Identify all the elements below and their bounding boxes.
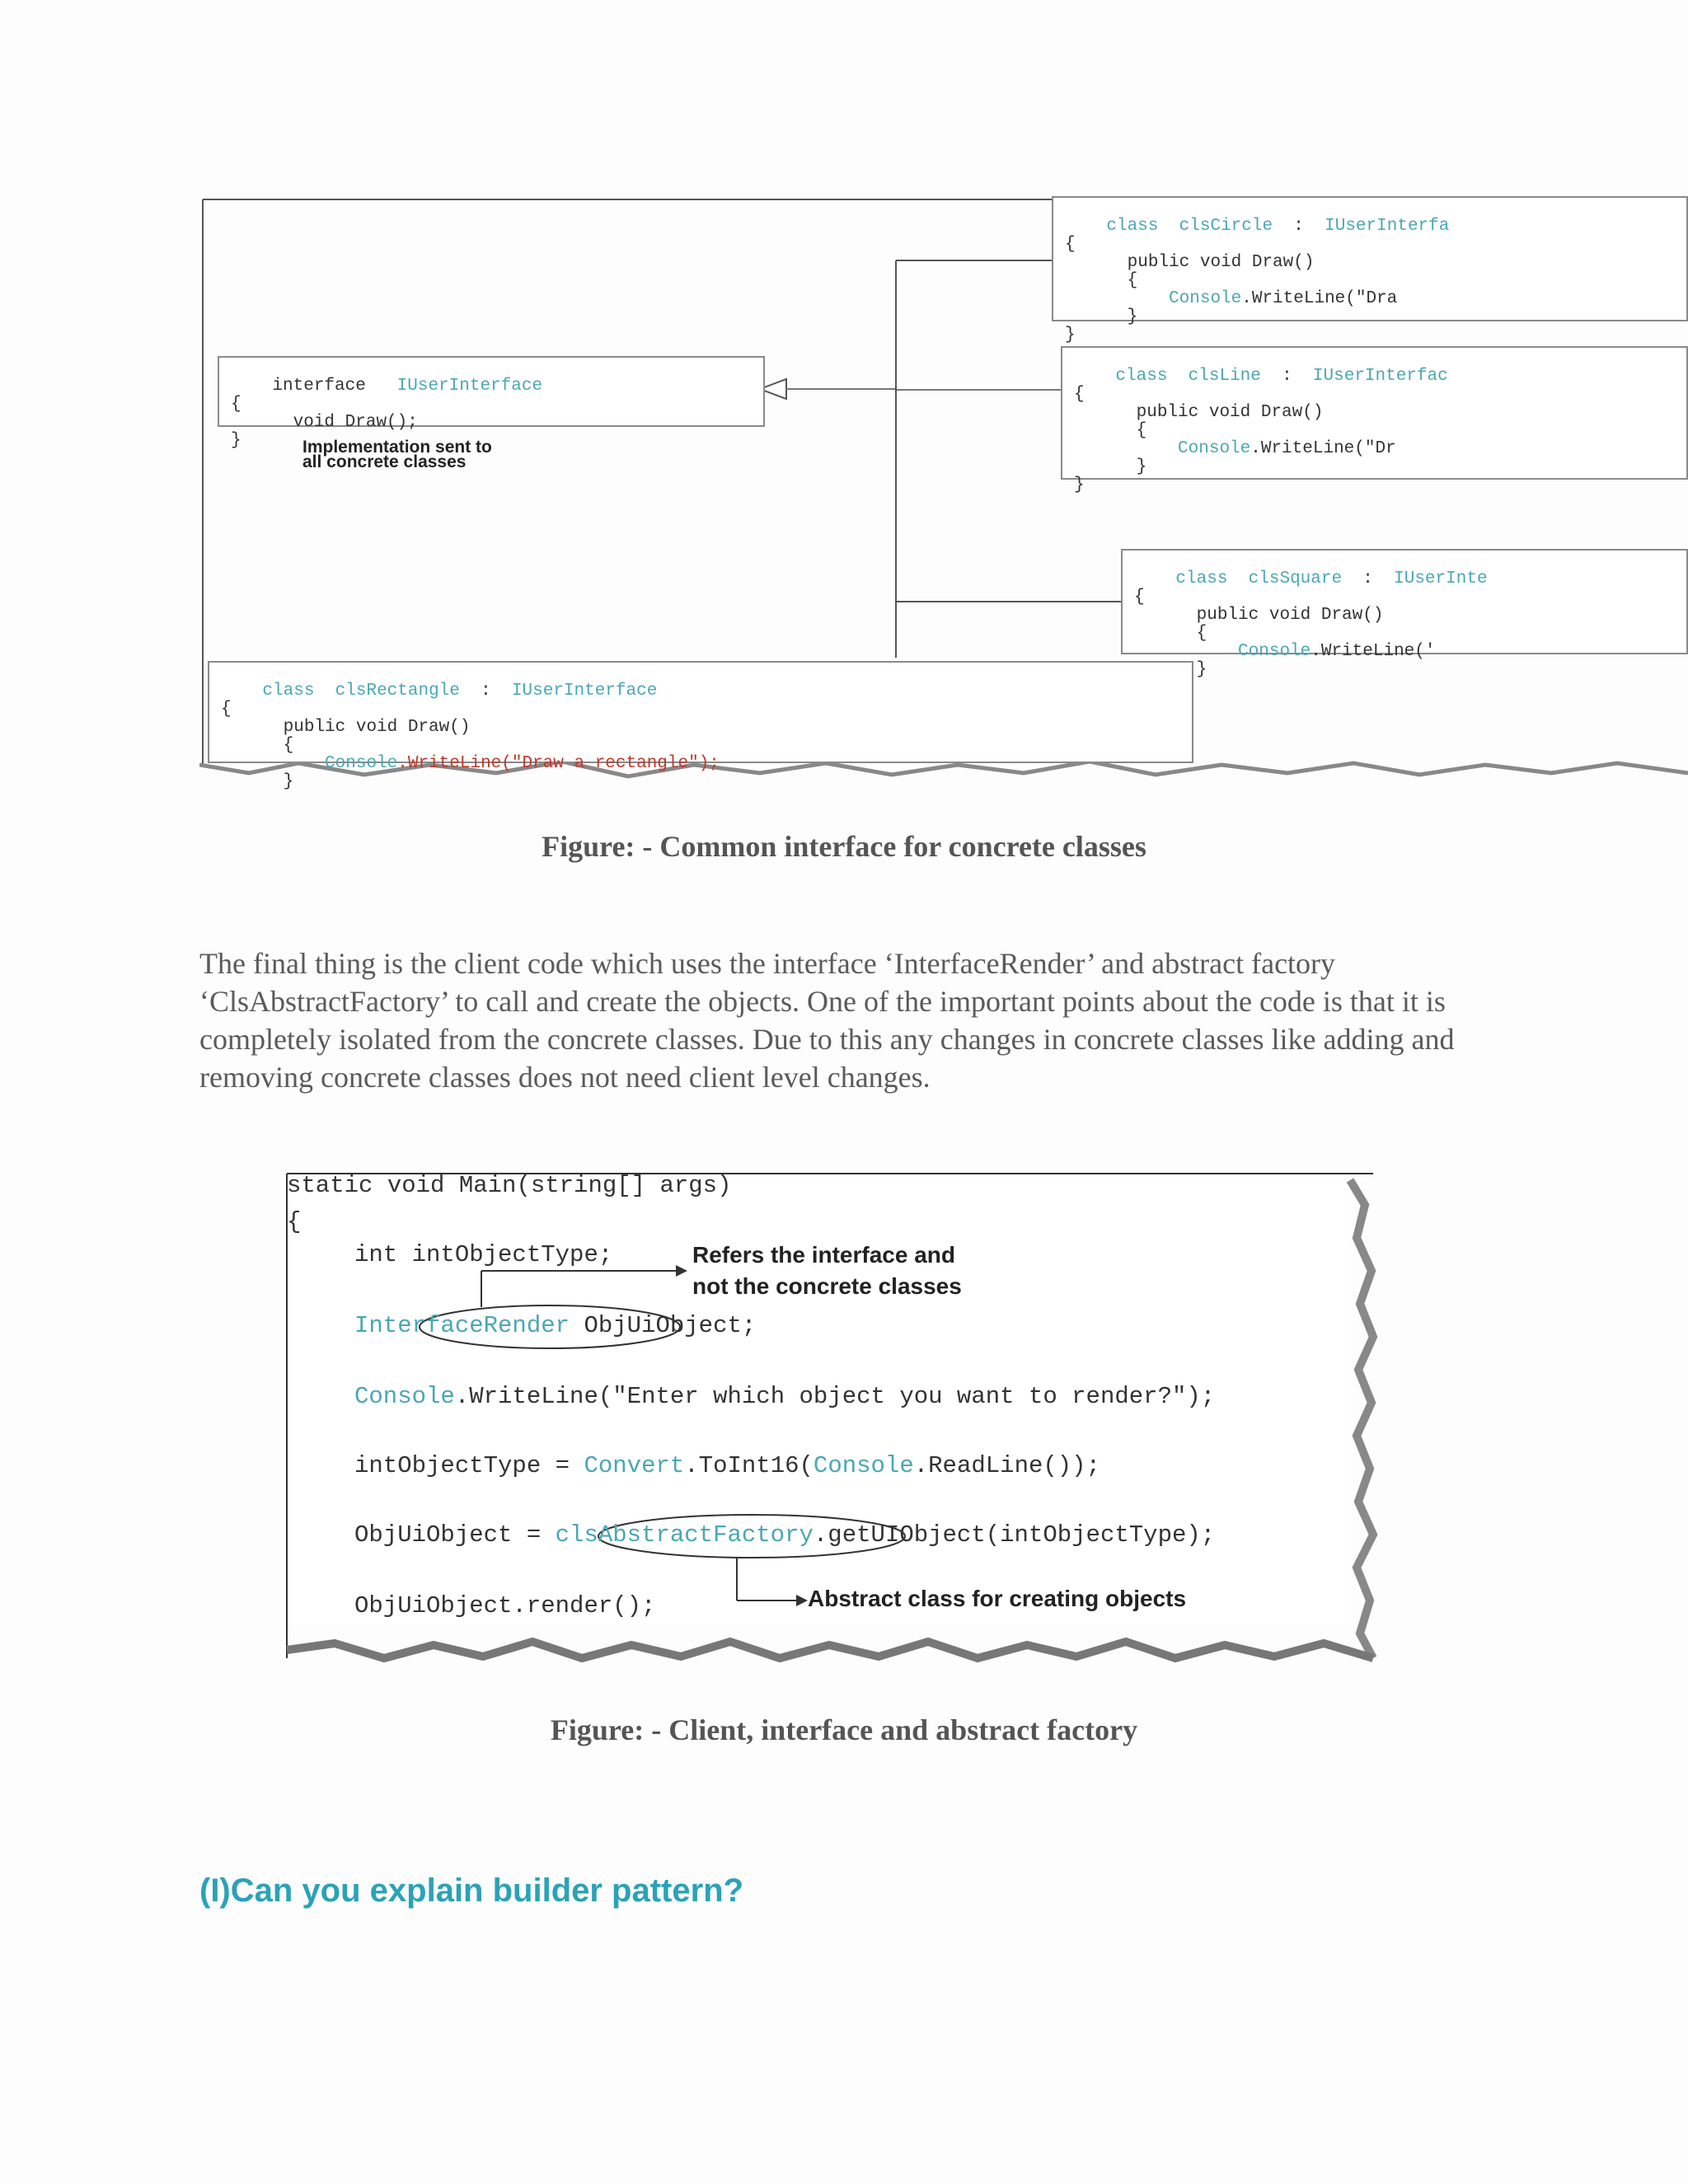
circle-open: {	[1065, 235, 1076, 254]
code-line-7	[354, 1521, 1215, 1549]
code-line-4-rest: ObjUiObject;	[570, 1312, 757, 1339]
interface-name: IUserInterface	[396, 377, 543, 396]
interface-open: {	[231, 395, 241, 414]
figure-2-caption: Figure: - Client, interface and abstract factory	[550, 1713, 1138, 1746]
circle-method: public void Draw()	[1127, 253, 1315, 272]
code-line-6	[354, 1452, 1100, 1479]
rect-iface: IUserInterface	[511, 682, 658, 701]
circle-mclose: }	[1127, 307, 1138, 326]
line-mclose: }	[1136, 457, 1147, 476]
line-mopen: {	[1136, 421, 1147, 440]
abstract-factory-class: clsAbstractFactory	[555, 1521, 814, 1549]
code-line-7-b: .getUIObject(intObjectType);	[813, 1521, 1216, 1549]
code-line-1: static void Main(string[] args)	[287, 1172, 732, 1199]
square-mopen: {	[1196, 624, 1207, 643]
square-sep: :	[1362, 569, 1373, 588]
class-circle-box	[1052, 196, 1688, 344]
class-line-box	[1061, 346, 1688, 494]
line-kw: class	[1115, 367, 1168, 386]
annotation-abstract: Abstract class for creating objects	[808, 1586, 1187, 1611]
code-line-6-b: .ToInt16(	[684, 1452, 814, 1479]
circle-sep: :	[1293, 217, 1304, 236]
note-line-2: all concrete classes	[302, 452, 467, 471]
body-paragraph: The final thing is the client code which uses the interface ‘InterfaceRender’ and abstract factory ‘ClsAbstractFactory’ to call and create the objects. One of the important points about the code is that it is completely isolated from the concrete classes. Due to this any changes in concrete classes like adding and removing concrete classes does not need client level changes.	[199, 947, 1455, 1094]
code-line-5	[354, 1383, 1215, 1410]
rect-method: public void Draw()	[283, 718, 471, 737]
line-iface: IUserInterfac	[1312, 367, 1448, 386]
line-call-rest: .WriteLine("Dr	[1250, 439, 1396, 458]
interface-close: }	[231, 431, 241, 450]
circle-kw: class	[1106, 217, 1159, 236]
square-call-cls: Console	[1238, 642, 1311, 661]
interface-render-type: InterfaceRender	[354, 1312, 570, 1339]
annotation-interface-line-1: Refers the interface and	[692, 1242, 955, 1268]
circle-call-cls: Console	[1169, 289, 1242, 308]
circle-call-rest: .WriteLine("Dra	[1241, 289, 1398, 308]
rect-mopen: {	[283, 736, 294, 755]
circle-name: clsCircle	[1179, 217, 1273, 236]
code-line-3: int intObjectType;	[354, 1241, 613, 1268]
square-open: {	[1134, 588, 1145, 607]
square-method: public void Draw()	[1196, 606, 1384, 625]
circle-close: }	[1065, 326, 1076, 344]
code-line-6-c: .ReadLine());	[913, 1452, 1100, 1479]
rect-call-rest: .WriteLine("Draw a rectangle");	[397, 754, 720, 773]
figure-1-caption: Figure: - Common interface for concrete classes	[542, 830, 1146, 863]
class-rectangle-box	[208, 661, 1193, 791]
square-kw: class	[1175, 569, 1228, 588]
code-line-6-a: intObjectType =	[354, 1452, 584, 1479]
line-sep: :	[1282, 367, 1292, 386]
square-name: clsSquare	[1248, 569, 1343, 588]
annotation-interface	[692, 1240, 962, 1302]
square-iface: IUserInte	[1394, 569, 1488, 588]
interface-keyword: interface	[272, 377, 366, 396]
line-method: public void Draw()	[1136, 403, 1324, 422]
interface-method: void Draw();	[293, 413, 418, 432]
rect-name: clsRectangle	[335, 682, 460, 701]
line-call-cls: Console	[1178, 439, 1251, 458]
code-line-4	[354, 1312, 756, 1339]
line-close: }	[1074, 476, 1085, 494]
code-line-2: {	[287, 1208, 302, 1235]
square-mclose: }	[1196, 660, 1207, 679]
rect-mclose: }	[283, 772, 294, 791]
annotation-interface-line-2: not the concrete classes	[692, 1273, 962, 1299]
code-line-8: ObjUiObject.render();	[354, 1592, 656, 1619]
figure-2	[285, 1172, 1395, 1676]
section-heading: (I)Can you explain builder pattern?	[199, 1872, 744, 1909]
circle-mopen: {	[1127, 271, 1138, 290]
console-class-2: Console	[813, 1452, 914, 1479]
code-line-7-a: ObjUiObject =	[354, 1521, 556, 1549]
console-class-1: Console	[354, 1383, 455, 1410]
note-line-1: Implementation sent to	[302, 438, 492, 457]
line-name: clsLine	[1188, 367, 1261, 386]
rect-sep: :	[481, 682, 491, 701]
rect-call-cls: Console	[325, 754, 398, 773]
convert-class: Convert	[584, 1452, 685, 1479]
implementation-note	[302, 440, 492, 470]
class-square-box	[1121, 549, 1688, 679]
figure-1	[199, 196, 1688, 790]
line-open: {	[1074, 385, 1085, 404]
code-line-5-rest: .WriteLine("Enter which object you want to render?");	[454, 1383, 1216, 1410]
rect-open: {	[221, 700, 232, 719]
circle-iface: IUserInterfa	[1325, 217, 1450, 236]
square-call-rest: .WriteLine('	[1311, 642, 1436, 661]
rect-kw: class	[262, 682, 315, 701]
